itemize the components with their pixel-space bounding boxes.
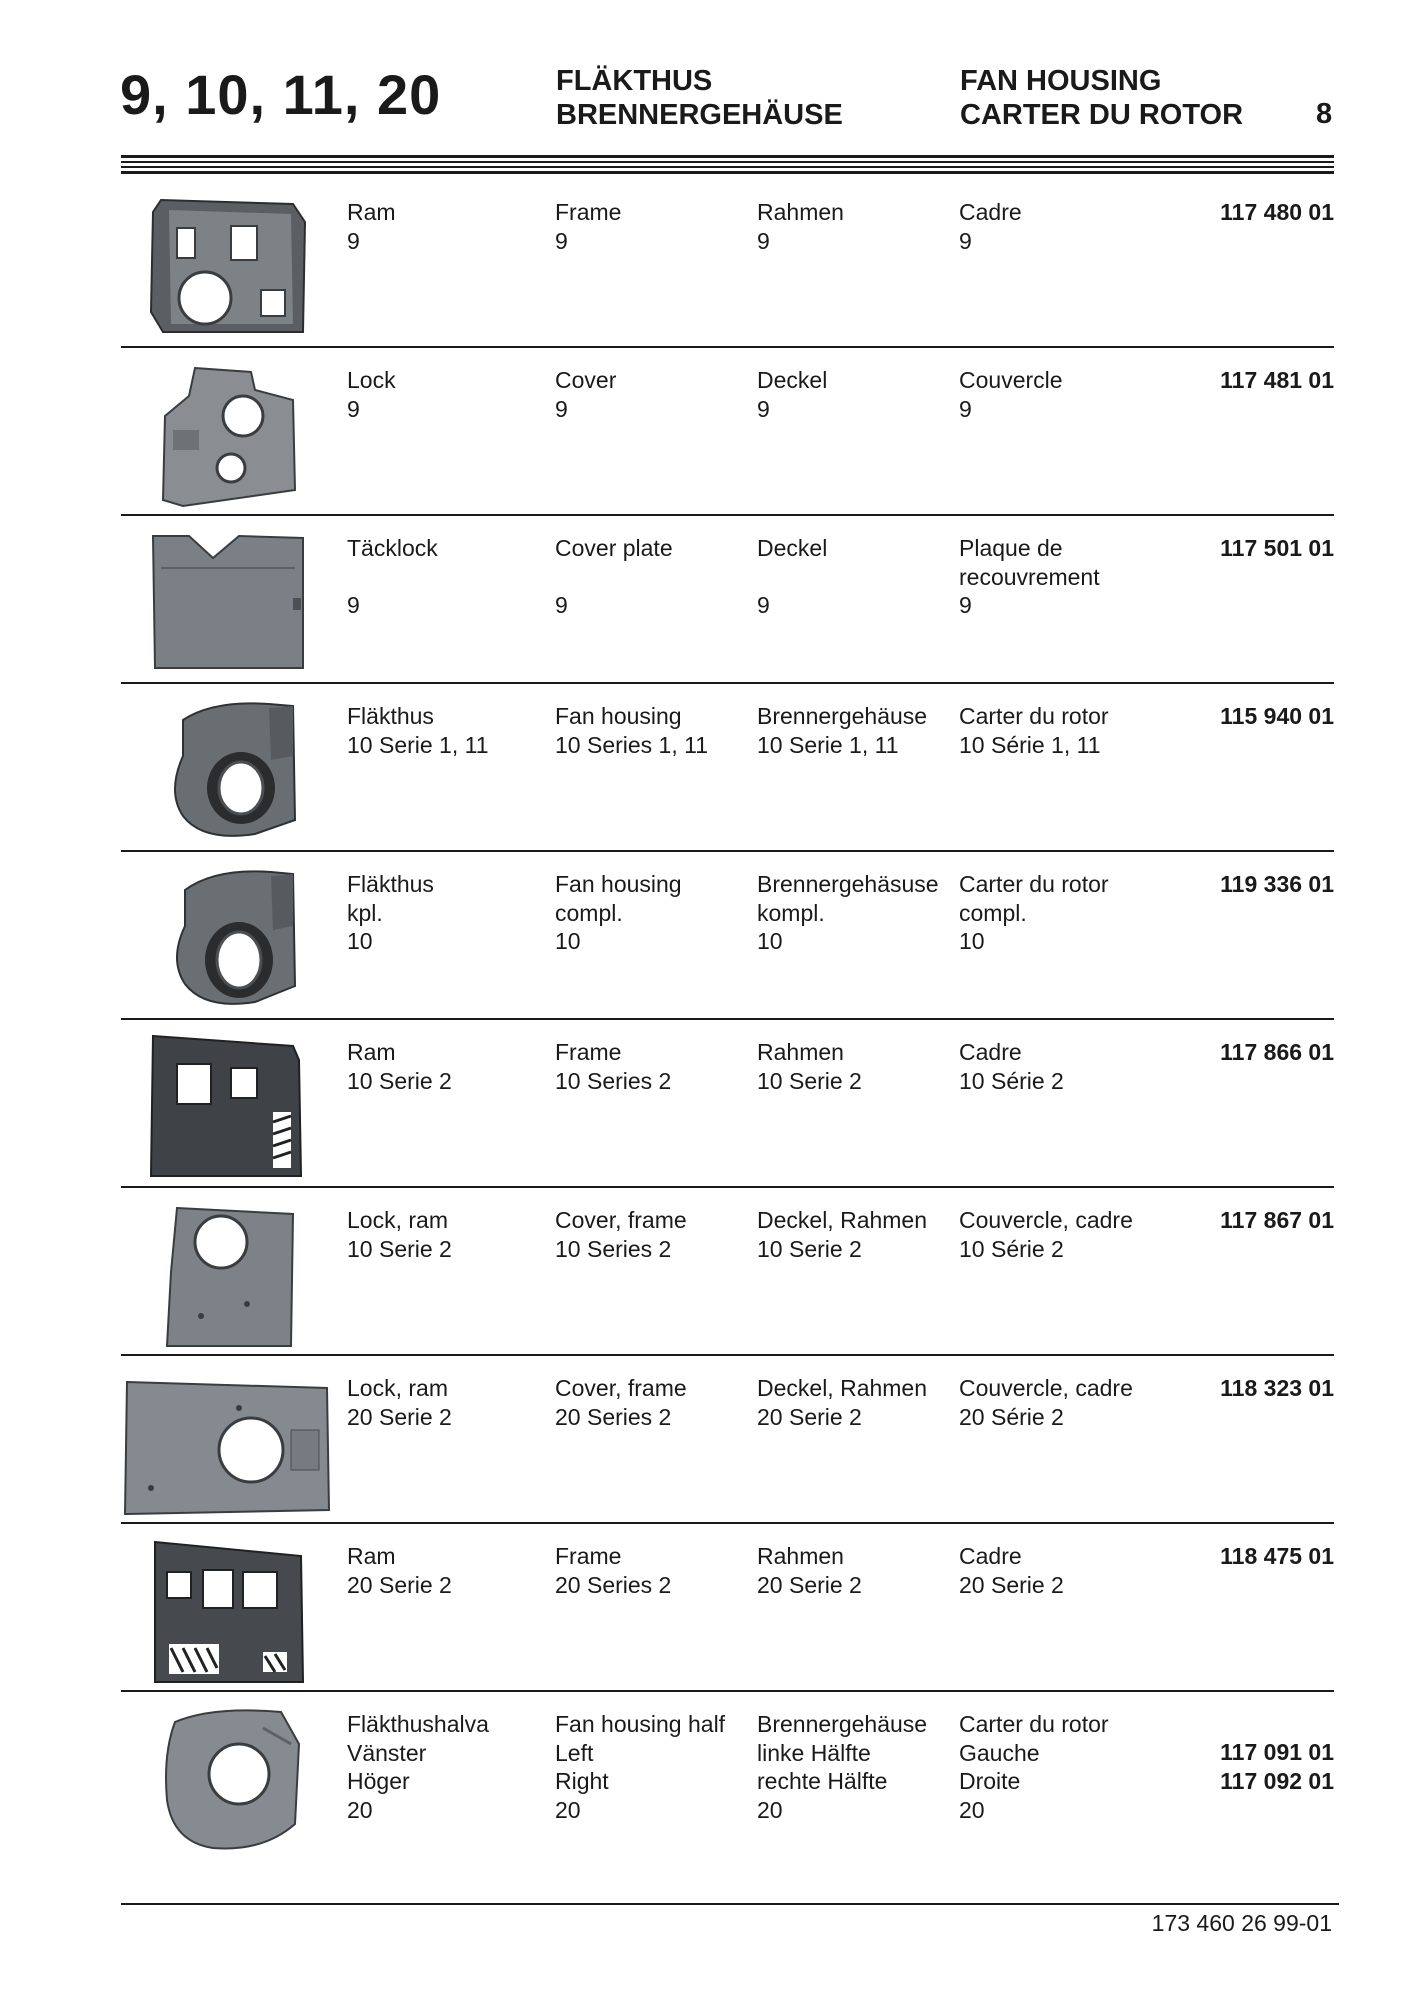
swedish-description: Fläkthushalva Vänster Höger 20: [347, 1711, 489, 1823]
part-row: [121, 180, 1334, 348]
french-description: Couvercle, cadre 20 Série 2: [959, 1375, 1133, 1430]
swedish-description: Lock, ram 20 Serie 2: [347, 1375, 452, 1430]
french-description: Couvercle, cadre 10 Série 2: [959, 1207, 1133, 1262]
german-description: Brennergehäsuse kompl. 10: [757, 871, 939, 954]
french-description: Cadre 9: [959, 199, 1022, 254]
part-number: 118 323 01: [1220, 1375, 1334, 1401]
page-header: [0, 0, 1410, 180]
part-row: [121, 1524, 1334, 1692]
part-number: 117 867 01: [1220, 1207, 1334, 1233]
cover-frame-part-image: [143, 1200, 313, 1348]
swedish-description: Täcklock 9: [347, 535, 438, 618]
french-description: Plaque de recouvrement 9: [959, 535, 1100, 618]
french-description: Cadre 20 Serie 2: [959, 1543, 1064, 1598]
part-number: 117 480 01: [1220, 199, 1334, 225]
german-description: Rahmen 10 Serie 2: [757, 1039, 862, 1094]
frame-20-part-image: [143, 1536, 313, 1684]
header-divider: [121, 155, 1334, 174]
french-description: Cadre 10 Série 2: [959, 1039, 1064, 1094]
swedish-description: Ram 9: [347, 199, 396, 254]
part-row: [121, 1188, 1334, 1356]
english-description: Frame 9: [555, 199, 622, 254]
french-description: Carter du rotor compl. 10: [959, 871, 1109, 954]
parts-list: [121, 180, 1334, 1878]
part-row: [121, 516, 1334, 684]
title-french: CARTER DU ROTOR: [960, 99, 1244, 131]
title-english: FAN HOUSING: [960, 65, 1162, 97]
part-row: [121, 1356, 1334, 1524]
french-description: Carter du rotor 10 Série 1, 11: [959, 703, 1109, 758]
german-description: Deckel 9: [757, 367, 828, 422]
french-description: Couvercle 9: [959, 367, 1063, 422]
fan-housing-half-part-image: [143, 1704, 313, 1852]
cover-part-image: [143, 360, 313, 508]
part-number: 117 481 01: [1220, 367, 1334, 393]
part-number: 117 866 01: [1220, 1039, 1334, 1065]
swedish-description: Lock, ram 10 Serie 2: [347, 1207, 452, 1262]
part-row: [121, 1020, 1334, 1188]
frame-series2-part-image: [143, 1032, 313, 1180]
part-row: [121, 348, 1334, 516]
title-swedish: FLÄKTHUS: [556, 65, 713, 97]
swedish-description: Lock 9: [347, 367, 396, 422]
part-number: 117 091 01 117 092 01: [1220, 1739, 1334, 1794]
english-description: Cover 9: [555, 367, 617, 422]
part-row: [121, 852, 1334, 1020]
german-description: Deckel 9: [757, 535, 828, 618]
part-number: 115 940 01: [1220, 703, 1334, 729]
cover-plate-part-image: [143, 528, 313, 676]
document-number: 173 460 26 99-01: [1151, 1910, 1332, 1936]
english-description: Cover, frame 20 Series 2: [555, 1375, 687, 1430]
part-row: [121, 1692, 1334, 1878]
swedish-description: Ram 10 Serie 2: [347, 1039, 452, 1094]
part-number: 118 475 01: [1220, 1543, 1334, 1569]
model-numbers: 9, 10, 11, 20: [120, 63, 442, 126]
english-description: Fan housing half Left Right 20: [555, 1711, 726, 1823]
german-description: Brennergehäuse linke Hälfte rechte Hälfte 20: [757, 1711, 928, 1823]
german-description: Rahmen 20 Serie 2: [757, 1543, 862, 1598]
english-description: Cover plate 9: [555, 535, 673, 618]
french-description: Carter du rotor Gauche Droite 20: [959, 1711, 1109, 1823]
english-description: Fan housing 10 Series 1, 11: [555, 703, 709, 758]
swedish-description: Fläkthus kpl. 10: [347, 871, 434, 954]
swedish-description: Ram 20 Serie 2: [347, 1543, 452, 1598]
page-number: 8: [1316, 98, 1333, 130]
fan-housing-part-image: [143, 696, 313, 844]
part-row: [121, 684, 1334, 852]
title-swedish-german: [556, 64, 843, 132]
part-number: 119 336 01: [1220, 871, 1334, 897]
swedish-description: Fläkthus 10 Serie 1, 11: [347, 703, 489, 758]
german-description: Deckel, Rahmen 20 Serie 2: [757, 1375, 928, 1430]
title-german: BRENNERGEHÄUSE: [556, 99, 843, 131]
english-description: Cover, frame 10 Series 2: [555, 1207, 687, 1262]
english-description: Frame 10 Series 2: [555, 1039, 672, 1094]
footer-divider: [121, 1903, 1339, 1905]
german-description: Brennergehäuse 10 Serie 1, 11: [757, 703, 928, 758]
part-number: 117 501 01: [1220, 535, 1334, 561]
english-description: Fan housing compl. 10: [555, 871, 682, 954]
cover-frame-20-part-image: [121, 1368, 335, 1516]
fan-housing-complete-part-image: [143, 864, 313, 1012]
english-description: Frame 20 Series 2: [555, 1543, 672, 1598]
german-description: Rahmen 9: [757, 199, 844, 254]
german-description: Deckel, Rahmen 10 Serie 2: [757, 1207, 928, 1262]
frame-part-image: [143, 192, 313, 340]
title-english-french: [960, 64, 1243, 132]
